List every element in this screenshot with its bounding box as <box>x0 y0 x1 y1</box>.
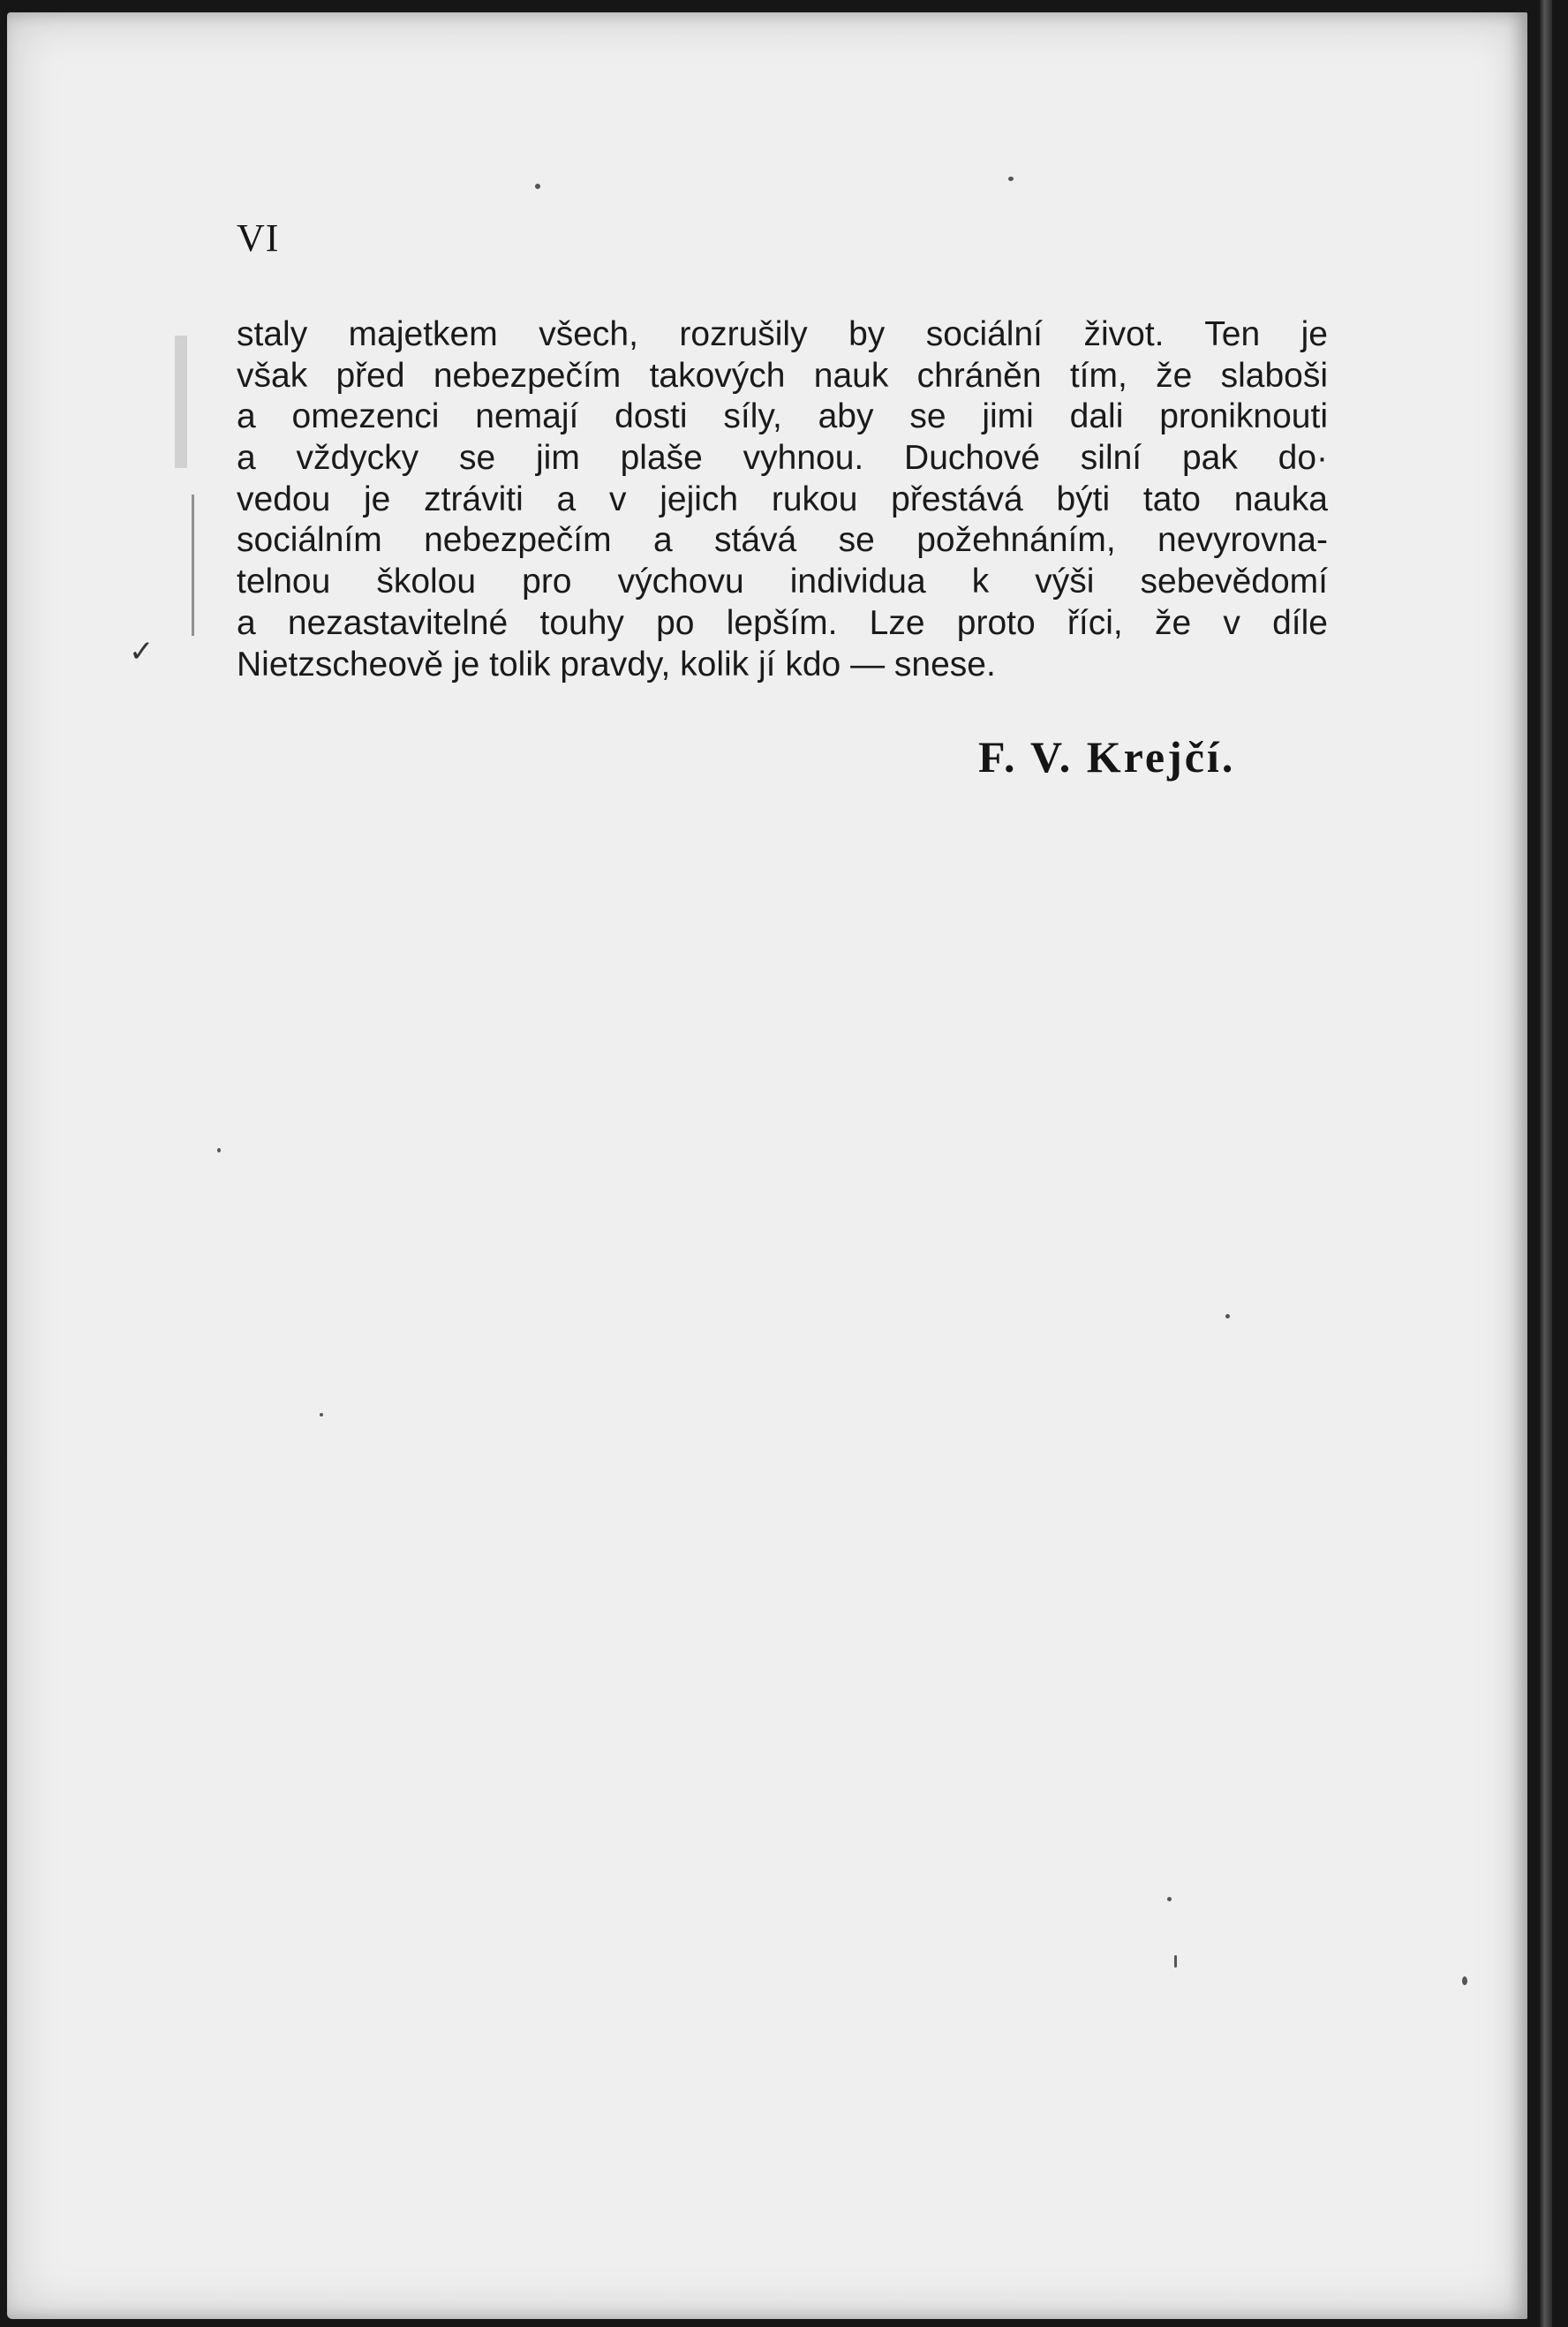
page-number: VI <box>237 216 280 260</box>
text-line: staly majetkem všech, rozrušily by sociální život. Ten je <box>237 315 1328 353</box>
tick-mark-icon: ✓ <box>129 634 155 669</box>
text-line: telnou školou pro výchovu individua k výši sebevědomí <box>237 563 1328 601</box>
scan-speck <box>1225 1314 1230 1318</box>
book-edge <box>1540 0 1552 2327</box>
author-signature: F. V. Krejčí. <box>978 732 1236 782</box>
text-line: však před nebezpečím takových nauk chráněn tím, že slaboši <box>237 356 1328 395</box>
text-line: vedou je ztráviti a v jejich rukou přestává býti tato nauka <box>237 480 1328 518</box>
scan-speck <box>1462 1976 1467 1985</box>
scan-speck <box>535 184 540 189</box>
text-line: a vždycky se jim plaše vyhnou. Duchové silní pak do· <box>237 439 1328 478</box>
scan-speck <box>1167 1897 1172 1901</box>
text-line: a nezastavitelné touhy po lepším. Lze proto říci, že v díle <box>237 603 1328 642</box>
scan-speck <box>217 1148 221 1152</box>
scan-speck <box>1174 1955 1177 1968</box>
margin-smudge <box>175 336 187 468</box>
text-line: a omezenci nemají dosti síly, aby se jimi dali proniknouti <box>237 397 1328 436</box>
margin-pencil-line <box>192 495 194 636</box>
text-line: sociálním nebezpečím a stává se požehnáním, nevyrovna- <box>237 521 1328 560</box>
text-line: Nietzscheově je tolik pravdy, kolik jí kdo — snese. <box>237 645 996 684</box>
scan-speck <box>1008 177 1014 181</box>
scan-speck <box>320 1413 323 1417</box>
body-paragraph <box>237 314 1328 685</box>
